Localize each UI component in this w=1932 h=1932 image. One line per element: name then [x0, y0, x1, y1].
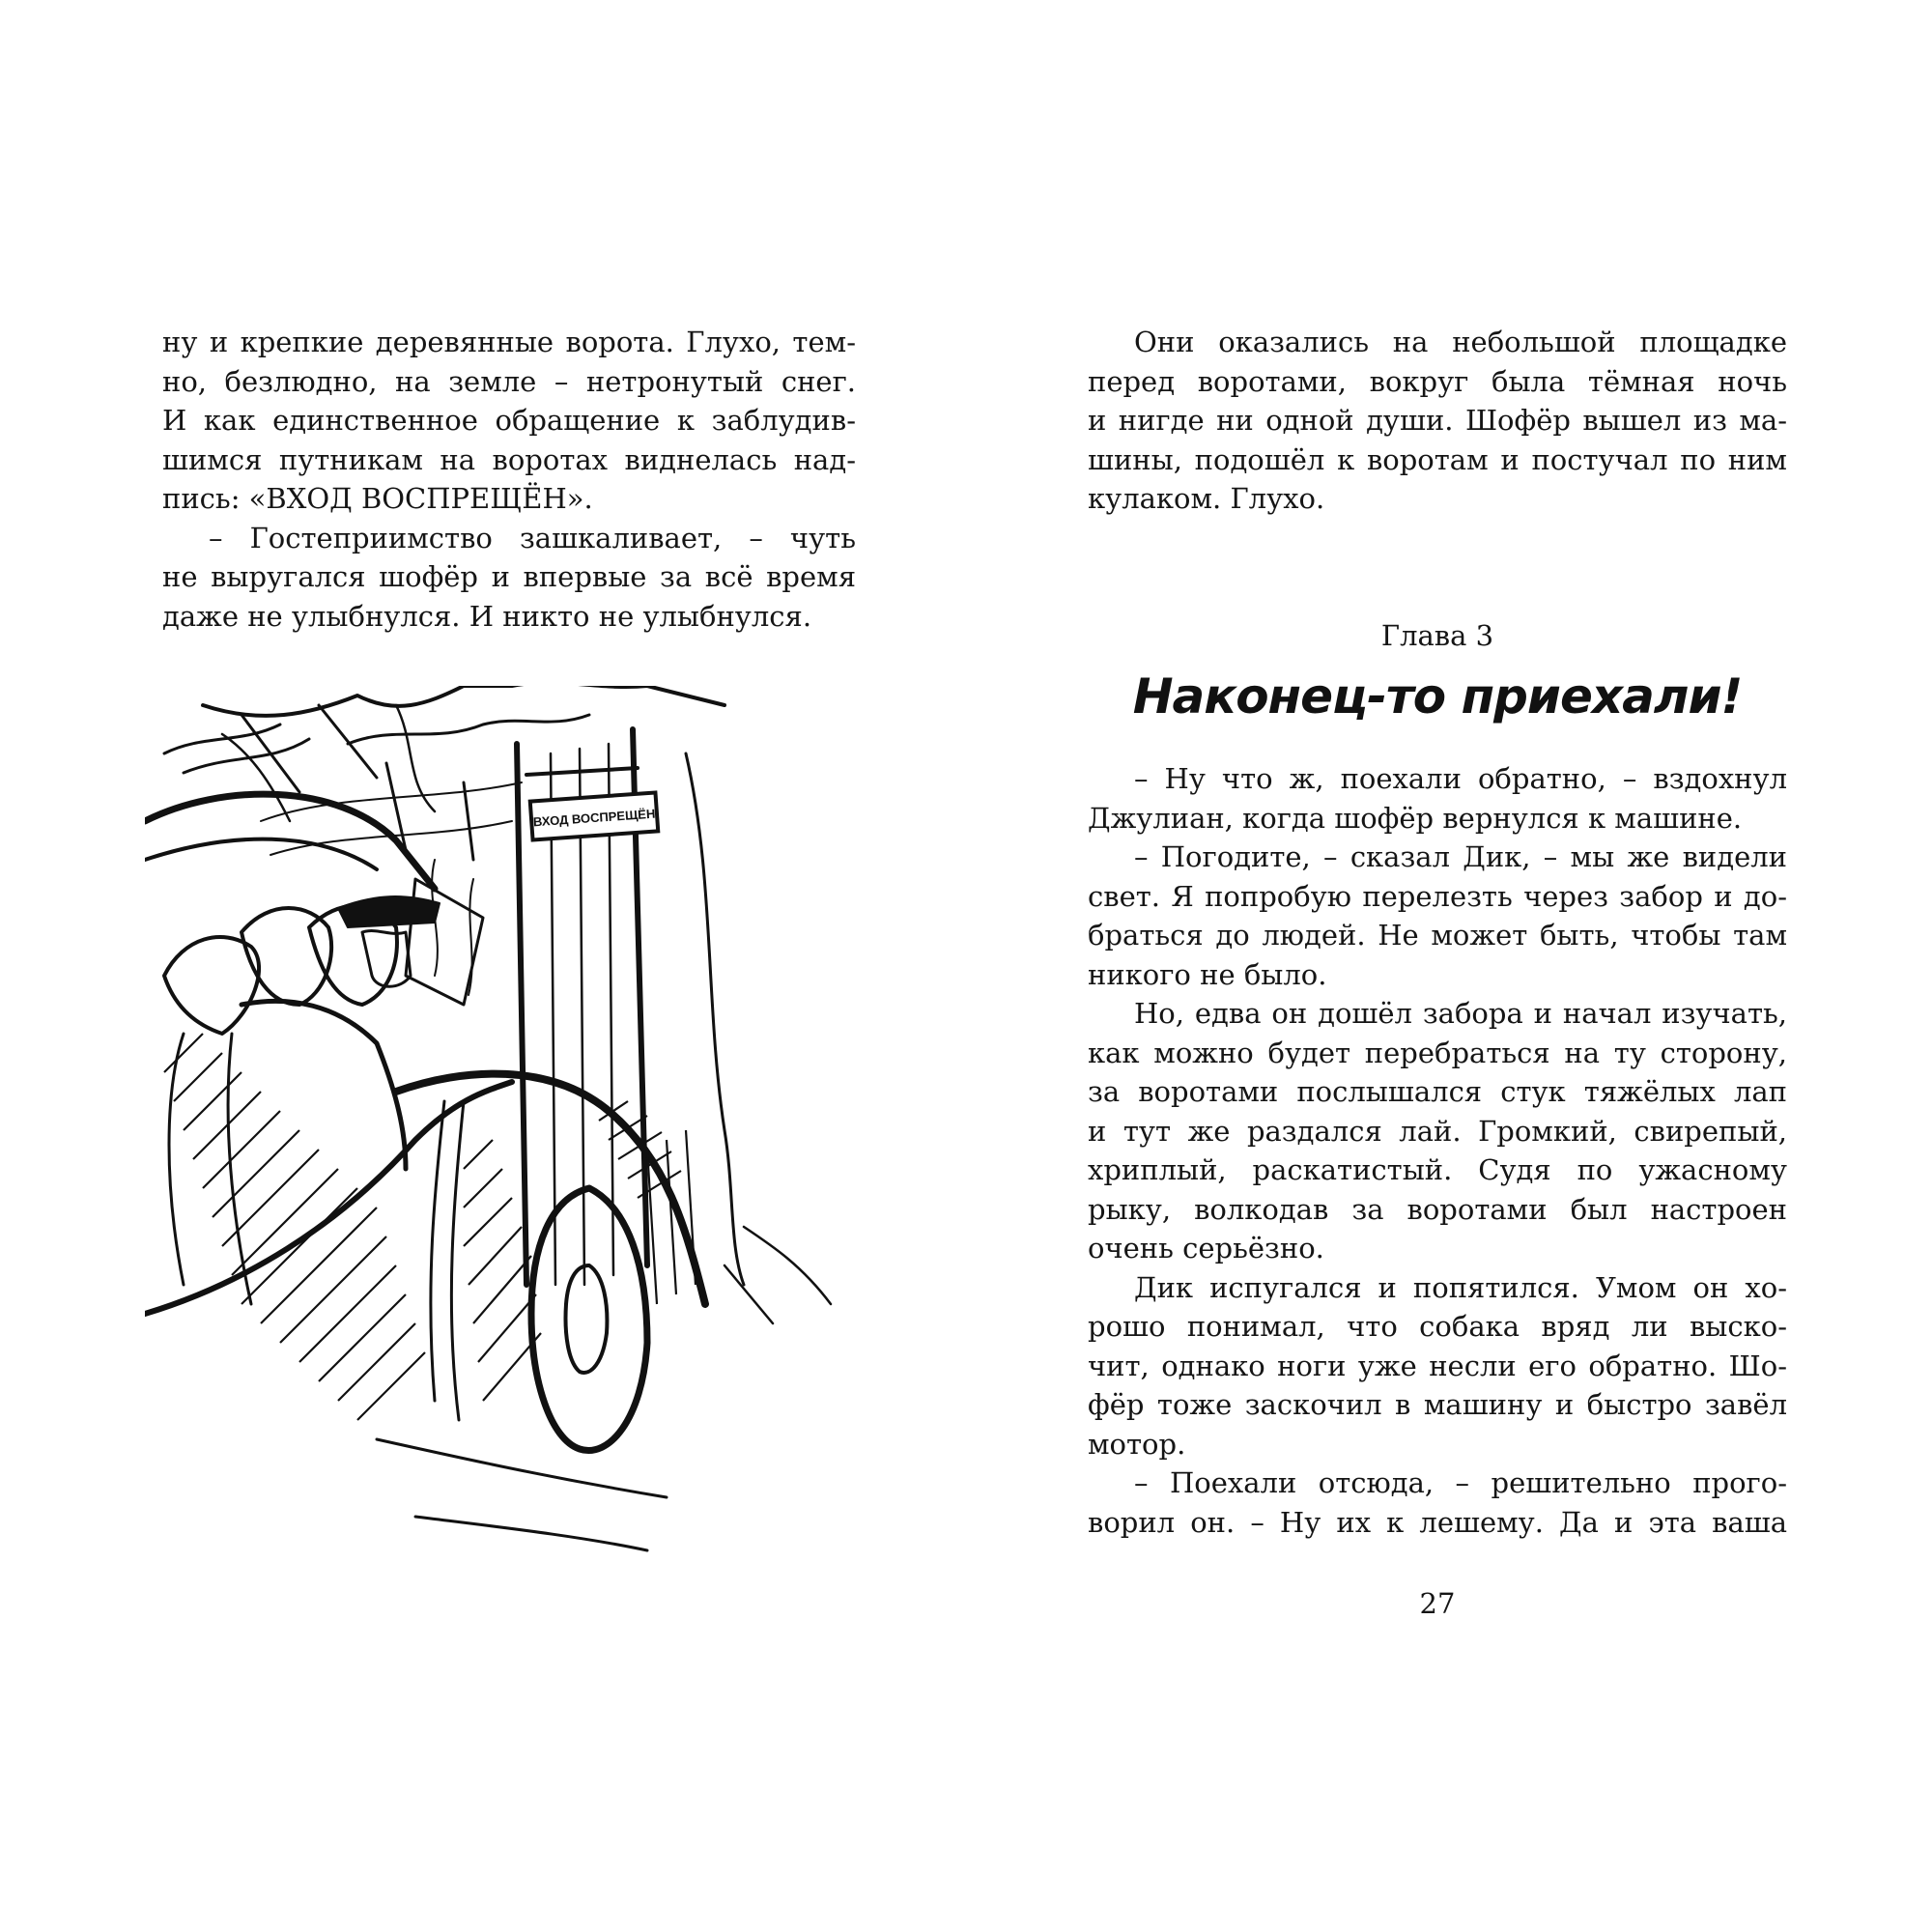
text-line: как можно будет перебраться на ту сторону, [1088, 1036, 1787, 1069]
text-line: не выругался шофёр и впервые за всё время [162, 560, 856, 593]
illustration-hatching [164, 1034, 696, 1420]
text-line: – Ну что ж, поехали обратно, – вздохнул [1134, 762, 1787, 795]
text-line: за воротами послышался стук тяжёлых лап [1088, 1075, 1787, 1108]
right-page-intro-text [1088, 323, 1787, 519]
left-page-text [162, 323, 856, 636]
text-line: даже не улыбнулся. И никто не улыбнулся. [162, 599, 812, 633]
text-line: и тут же раздался лай. Громкий, свирепый, [1088, 1114, 1787, 1148]
text-line: Джулиан, когда шофёр вернулся к машине. [1088, 801, 1743, 835]
text-line: хриплый, раскатистый. Судя по ужасному [1088, 1153, 1787, 1186]
text-line: очень серьёзно. [1088, 1232, 1324, 1264]
text-line: кулаком. Глухо. [1088, 482, 1325, 515]
text-line: Они оказались на небольшой площадке [1134, 326, 1787, 358]
text-line: рошо понимал, что собака вряд ли выско- [1088, 1310, 1787, 1343]
text-line: и нигде ни одной души. Шофёр вышел из ма- [1088, 404, 1787, 437]
text-line: – Поехали отсюда, – решительно прого- [1134, 1466, 1787, 1499]
car-at-gate-illustration [145, 686, 869, 1604]
text-line: но, безлюдно, на земле – нетронутый снег. [162, 364, 856, 398]
text-line: шимся путникам на воротах виднелась над- [162, 442, 856, 476]
text-line: И как единственное обращение к заблудив- [162, 404, 856, 437]
page-number: 27 [1419, 1587, 1456, 1620]
text-line: чит, однако ноги уже несли его обратно. Шо- [1088, 1349, 1787, 1382]
right-page-body-text [1088, 759, 1787, 1542]
text-line: ворил он. – Ну их к лешему. Да и эта ваша [1088, 1505, 1787, 1539]
text-line: – Гостеприимство зашкаливает, – чуть [209, 521, 856, 554]
text-line: фёр тоже заскочил в машину и быстро завёл [1088, 1388, 1787, 1421]
text-line: пись: «ВХОД ВОСПРЕЩЁН». [162, 482, 593, 515]
text-line: никого не было. [1088, 957, 1327, 991]
text-line: Но, едва он дошёл забора и начал изучать, [1134, 997, 1787, 1030]
text-line: браться до людей. Не может быть, чтобы там [1088, 919, 1787, 952]
text-line: перед воротами, вокруг была тёмная ночь [1088, 364, 1787, 398]
chapter-title: Наконец-то приехали! [1132, 668, 1743, 724]
chapter-label: Глава 3 [1380, 619, 1494, 652]
text-line: ну и крепкие деревянные ворота. Глухо, тем- [162, 326, 856, 358]
right-page [966, 0, 1932, 1932]
text-line: мотор. [1088, 1427, 1186, 1461]
text-line: Дик испугался и попятился. Умом он хо- [1134, 1270, 1787, 1304]
text-line: рыку, волкодав за воротами был настроен [1088, 1192, 1787, 1226]
text-line: – Погодите, – сказал Дик, – мы же видели [1134, 840, 1787, 873]
text-line: свет. Я попробую перелезть через забор и до- [1088, 879, 1787, 913]
gate-sign-text: ВХОД ВОСПРЕЩЁН [532, 806, 656, 830]
text-line: шины, подошёл к воротам и постучал по ним [1088, 442, 1787, 476]
